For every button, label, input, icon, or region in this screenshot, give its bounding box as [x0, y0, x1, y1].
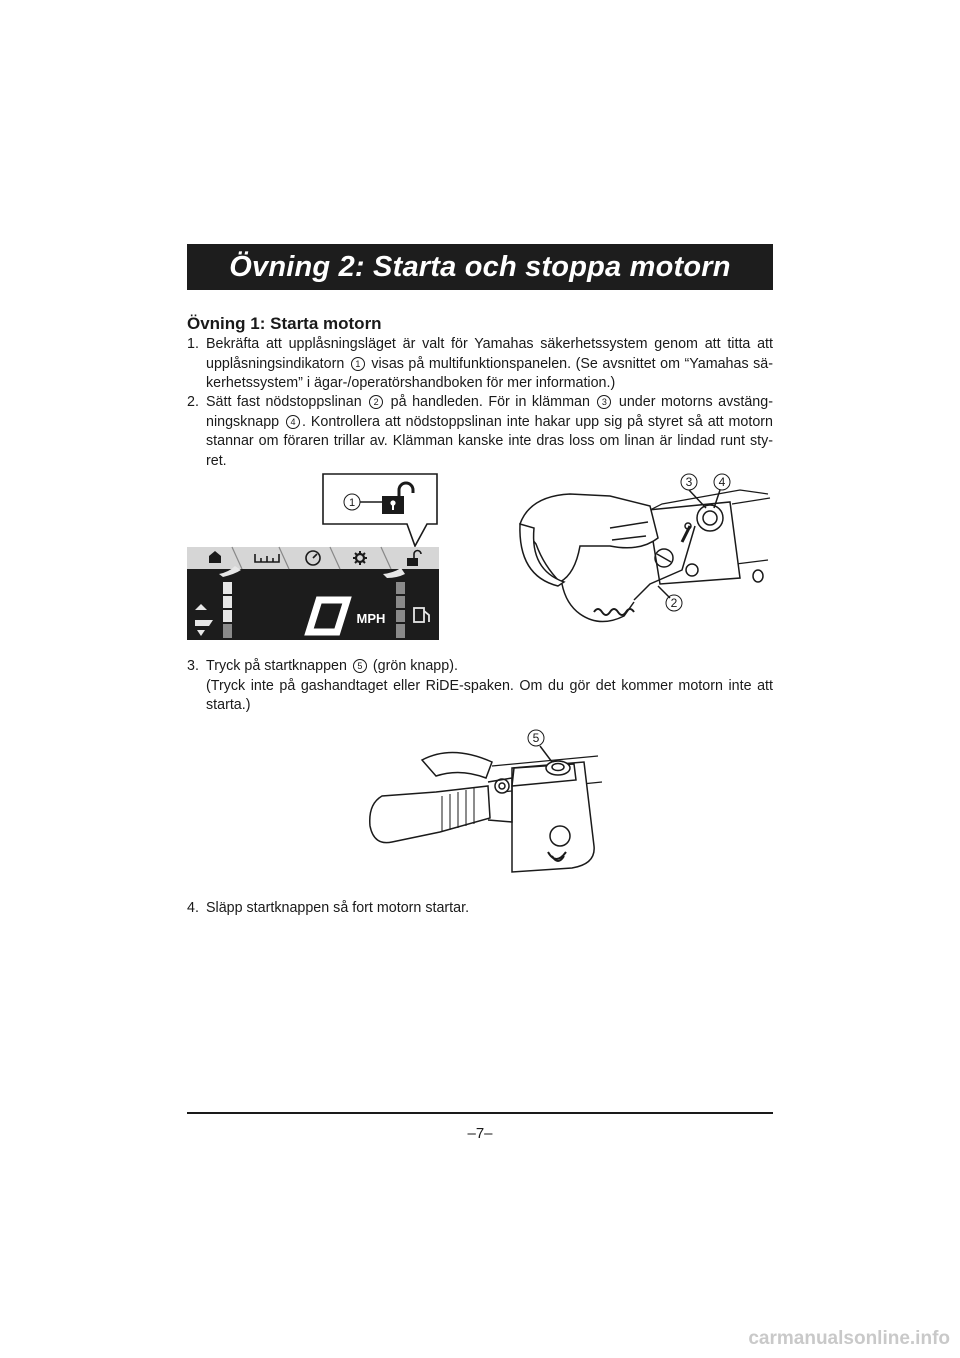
- chapter-banner: [187, 244, 773, 290]
- step-2: [187, 393, 773, 471]
- callout-marker: 1: [351, 357, 365, 371]
- step-4: [187, 899, 773, 919]
- step-text: visas på multifunktionspanelen. (Se avsnittet om “Yamahas sä-kerhetssystem” i ägar-/operatörshandboken för mer information.): [206, 355, 773, 391]
- step-text: (grön knapp).: [372, 658, 458, 674]
- callout-marker: 5: [353, 659, 367, 673]
- callout-marker: 4: [286, 415, 300, 429]
- step-number: 3.: [187, 658, 199, 674]
- callout-box: [323, 474, 437, 546]
- step-1: [187, 335, 773, 394]
- page-number: –7–: [467, 1125, 493, 1142]
- callout-label-4: 4: [718, 475, 726, 489]
- step-text: (Tryck inte på gashandtaget eller RiDE-spaken. Om du gör det kommer motorn inte att starta.): [206, 677, 773, 713]
- handle-grip: [370, 786, 490, 843]
- callout-marker: 2: [369, 395, 383, 409]
- step-text: . Kontrollera att nödstoppslinan inte hakar upp sig på styret så att motorn stannar om föraren trillar av. Klämman kanske inte dras loss om linan är lindad runt sty-ret.: [206, 413, 773, 469]
- chapter-title: Övning 2: Starta och stoppa motorn: [229, 250, 731, 283]
- callout-marker: 3: [597, 395, 611, 409]
- step-text: Bekräfta att upplåsningsläget är valt för Yamahas säkerhetssystem genom att titta att upplåsningsindikatorn: [206, 336, 773, 372]
- callout-label-1: 1: [348, 497, 356, 509]
- step-number: 2.: [187, 394, 199, 410]
- callout-label-2: 2: [670, 596, 678, 610]
- handlebar-lanyard-figure: [500, 466, 775, 638]
- step-3: [187, 657, 773, 716]
- step-text: Släpp startknappen så fort motorn startar.: [206, 900, 470, 916]
- step-text: på handleden. För in klämman: [390, 394, 590, 410]
- watermark: carmanualsonline.info: [748, 1328, 950, 1349]
- handlebar-start-figure: [362, 722, 612, 888]
- multifunction-panel-figure: [187, 470, 439, 640]
- callout-label-3: 3: [685, 475, 693, 489]
- step-text: Tryck på startknappen: [206, 658, 347, 674]
- step-text: under motorns avstäng-ningsknapp: [206, 394, 773, 430]
- step-number: 4.: [187, 900, 199, 916]
- stop-switch: [697, 505, 723, 531]
- speed-unit-label: MPH: [356, 611, 386, 626]
- callout-label-5: 5: [532, 731, 540, 745]
- step-number: 1.: [187, 336, 199, 352]
- throttle-lever: [422, 752, 492, 778]
- switch-housing: [648, 502, 740, 584]
- step-text: Sätt fast nödstoppslinan: [206, 394, 362, 410]
- footer-rule: [187, 1112, 773, 1114]
- section-title: Övning 1: Starta motorn: [187, 314, 382, 333]
